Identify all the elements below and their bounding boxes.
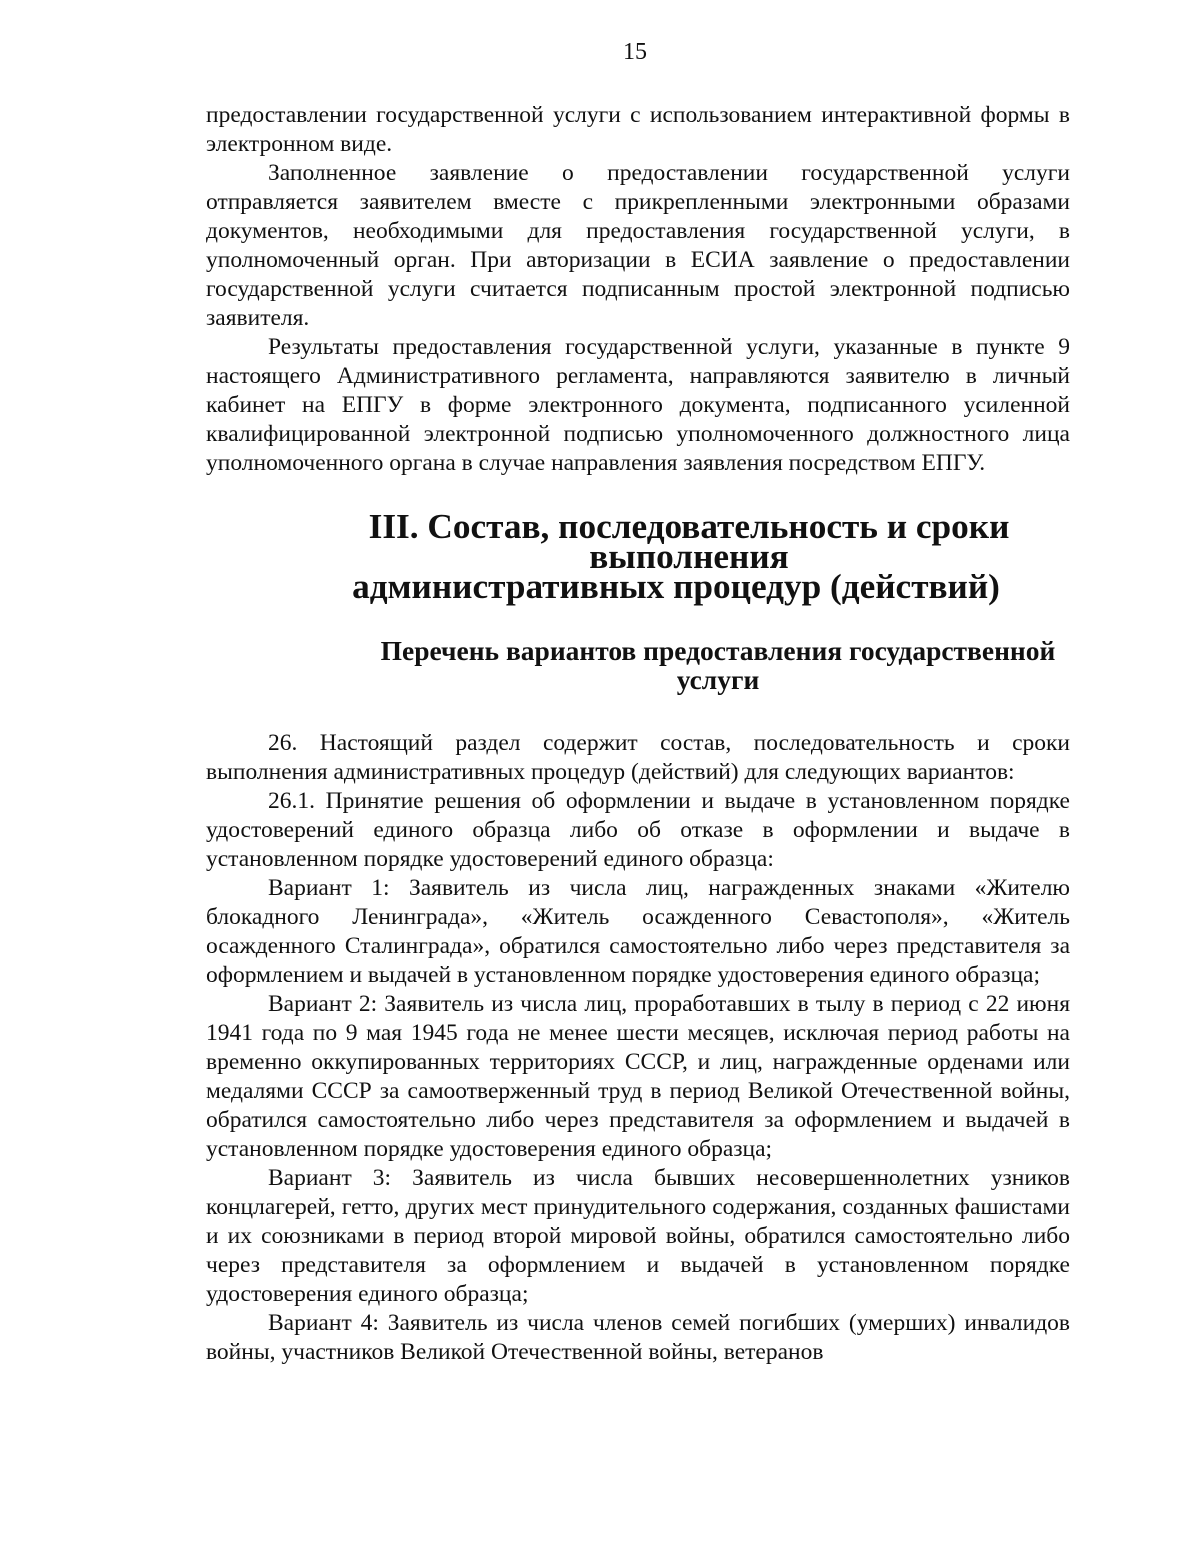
paragraph-variant-3: Вариант 3: Заявитель из числа бывших несовершеннолетних узников концлагерей, гетто, других мест принудительного содержания, созданных фашистами и их союзниками в период второй мировой войны, обратился самостоятельно либо через представителя за оформлением и выдачей в установленном порядке удостоверения единого образца; <box>206 1165 1070 1307</box>
subheading: Перечень вариантов предоставления государственной услуги <box>380 636 1056 695</box>
paragraph-application-submission: Заполненное заявление о предоставлении государственной услуги отправляется заявителем вместе с прикрепленными электронными образами документов, необходимыми для предоставления государственной услуги, в уполномоченный орган. При авторизации в ЕСИА заявление о предоставлении государственной услуги считается подписанным простой электронной подписью заявителя. <box>206 160 1070 331</box>
paragraph-continuation: предоставлении государственной услуги с использованием интерактивной формы в электронном виде. <box>206 102 1070 157</box>
paragraph-variant-2: Вариант 2: Заявитель из числа лиц, проработавших в тылу в период с 22 июня 1941 года по 9 мая 1945 года не менее шести месяцев, исключая период работы на временно оккупированных территориях СССР, и лиц, награжденные орденами или медалями СССР за самоотверженный труд в период Великой Отечественной войны, обратился самостоятельно либо через представителя за оформлением и выдачей в установленном порядке удостоверения единого образца; <box>206 991 1070 1162</box>
paragraph-service-results: Результаты предоставления государственной услуги, указанные в пункте 9 настоящего Административного регламента, направляются заявителю в личный кабинет на ЕПГУ в форме электронного документа, подписанного усиленной квалифицированной электронной подписью уполномоченного должностного лица уполномоченного органа в случае направления заявления посредством ЕПГУ. <box>206 334 1070 476</box>
page-number: 15 <box>623 39 647 65</box>
section-heading-line-1: III. Состав, последовательность и сроки выполнения <box>368 507 1010 576</box>
document-body <box>206 101 1070 1367</box>
section-heading <box>206 507 1070 606</box>
paragraph-item-26: 26. Настоящий раздел содержит состав, последовательность и сроки выполнения административных процедур (действий) для следующих вариантов: <box>206 730 1070 785</box>
section-heading-line-2: административных процедур (действий) <box>352 567 1000 606</box>
paragraph-variant-1: Вариант 1: Заявитель из числа лиц, награжденных знаками «Жителю блокадного Ленинграда», «Житель осажденного Севастополя», «Житель осажденного Сталинграда», обратился самостоятельно либо через представителя за оформлением и выдачей в установленном порядке удостоверения единого образца; <box>206 875 1070 988</box>
paragraph-variant-4: Вариант 4: Заявитель из числа членов семей погибших (умерших) инвалидов войны, участников Великой Отечественной войны, ветеранов <box>206 1310 1070 1365</box>
paragraph-item-26-1: 26.1. Принятие решения об оформлении и выдаче в установленном порядке удостоверений единого образца либо об отказе в оформлении и выдаче в установленном порядке удостоверений единого образца: <box>206 788 1070 872</box>
